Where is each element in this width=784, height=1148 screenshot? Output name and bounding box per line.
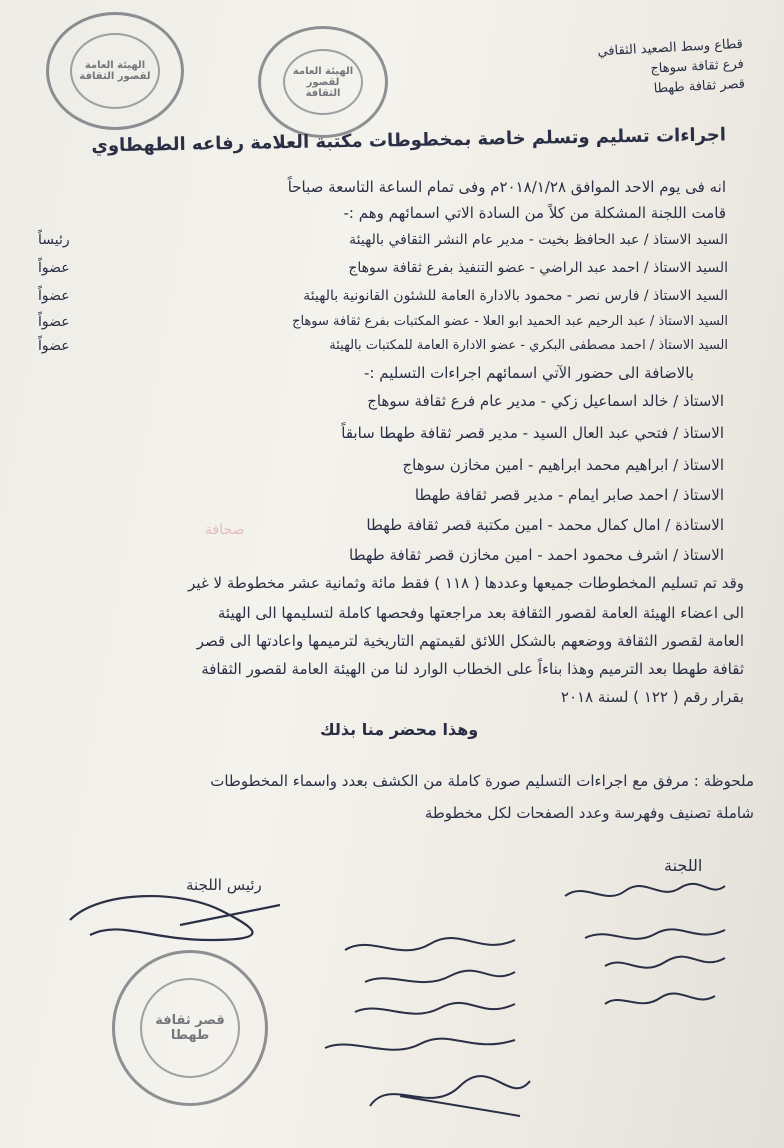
bottom-left-stamp: [112, 950, 268, 1106]
committee-role: عضواً: [38, 288, 70, 304]
committee-row: [38, 338, 728, 360]
body-line: بقرار رقم ( ١٢٢ ) لسنة ٢٠١٨: [560, 688, 744, 706]
body-line: ثقافة طهطا بعد الترميم وهذا بناءاً على الخطاب الوارد لنا من الهيئة العامة لقصور الثقافة: [201, 660, 744, 678]
header-line-1: قطاع وسط الصعيد الثقافي: [597, 36, 744, 60]
committee-row: [38, 232, 728, 254]
committee-row: [38, 314, 728, 336]
attendee-signature-2: [360, 964, 520, 998]
top-left-stamp: [46, 12, 184, 130]
note-line-1: ملحوظة : مرفق مع اجراءات التسليم صورة كاملة من الكشف بعدد واسماء المخطوطات: [210, 772, 754, 790]
committee-signature-1: [560, 876, 730, 912]
presence-line: بالاضافة الى حضور الآتي اسمائهم اجراءات التسليم :-: [364, 364, 694, 382]
committee-row: [38, 288, 728, 310]
top-center-stamp: [258, 26, 388, 138]
committee-member: السيد الاستاذ / احمد عبد الراضي - عضو التنفيذ بفرع ثقافة سوهاج: [348, 260, 728, 276]
bottom-left-stamp-text: قصر ثقافة طهطا: [155, 1013, 225, 1043]
header-line-2: فرع ثقافة سوهاج: [649, 56, 745, 77]
intro-line-2: قامت اللجنة المشكلة من كلاً من السادة الاتي اسمائهم وهم :-: [343, 204, 726, 222]
top-center-stamp-text: الهيئة العامة لقصور الثقافة: [292, 65, 354, 99]
attendee-signature-4: [320, 1030, 520, 1066]
body-line: الى اعضاء الهيئة العامة لقصور الثقافة بعد مراجعتها وفحصها كاملة لتسليمها الى الهيئة: [217, 604, 744, 622]
header-block: [543, 35, 746, 105]
body-line: العامة لقصور الثقافة ووضعهم بالشكل اللائق لقيمتهم التاريخية لترميمها واعادتها الى قصر: [196, 632, 744, 650]
committee-role: عضواً: [38, 338, 70, 354]
top-left-stamp-text: الهيئة العامة لقصور الثقافة: [79, 60, 151, 82]
attendee-signature-1: [340, 930, 520, 966]
committee-signature-3: [600, 950, 730, 984]
committee-member: السيد الاستاذ / عبد الحافظ بخيت - مدير عام النشر الثقافي بالهيئة: [349, 232, 728, 248]
attendee-item: الاستاذ / اشرف محمود احمد - امين مخازن قصر ثقافة طهطا: [349, 546, 724, 564]
committee-signature-2: [580, 920, 730, 954]
committee-signatures-heading: اللجنة: [664, 856, 703, 875]
watermark: صحافة: [205, 522, 245, 538]
committee-role: عضواً: [38, 314, 70, 330]
committee-role: رئيساً: [38, 232, 70, 248]
committee-member: السيد الاستاذ / فارس نصر - محمود بالادارة العامة للشئون القانونية بالهيئة: [303, 288, 728, 304]
attendee-item: الاستاذ / فتحي عبد العال السيد - مدير قصر ثقافة طهطا سابقاً: [341, 424, 724, 442]
body-line: وقد تم تسليم المخطوطات جميعها وعددها ( ١١٨ ) فقط مائة وثمانية عشر مخطوطة لا غير: [188, 574, 744, 592]
header-line-3: قصر ثقافة طهطا: [653, 76, 746, 97]
closing-line: وهذا محضر منا بذلك: [320, 720, 479, 739]
committee-role: عضواً: [38, 260, 70, 276]
attendee-item: الاستاذ / ابراهيم محمد ابراهيم - امين مخازن سوهاج: [402, 456, 724, 474]
note-line-2: شاملة تصنيف وفهرسة وعدد الصفحات لكل مخطوطة: [424, 804, 754, 822]
attendee-signature-5: [360, 1066, 540, 1126]
attendee-item: الاستاذ / احمد صابر ايمام - مدير قصر ثقافة طهطا: [414, 486, 724, 504]
committee-row: [38, 260, 728, 282]
committee-signature-4: [600, 986, 720, 1020]
attendee-signature-3: [350, 996, 520, 1030]
chair-heading: رئيس اللجنة: [186, 876, 262, 894]
page-title: اجراءات تسليم وتسلم خاصة بمخطوطات مكتبة العلامة رفاعه الطهطاوي: [91, 124, 727, 157]
committee-member: السيد الاستاذ / احمد مصطفى البكري - عضو الادارة العامة للمكتبات بالهيئة: [329, 338, 728, 353]
chair-signature: [60, 880, 290, 960]
attendee-item: الاستاذ / خالد اسماعيل زكي - مدير عام فرع ثقافة سوهاج: [367, 392, 724, 410]
attendee-item: الاستاذة / امال كمال محمد - امين مكتبة قصر ثقافة طهطا: [366, 516, 724, 534]
committee-member: السيد الاستاذ / عبد الرحيم عبد الحميد ابو العلا - عضو المكتبات بفرع ثقافة سوهاج: [292, 314, 728, 329]
intro-line-1: انه فى يوم الاحد الموافق ٢٠١٨/١/٢٨م وفى تمام الساعة التاسعة صباحاً: [287, 178, 726, 196]
